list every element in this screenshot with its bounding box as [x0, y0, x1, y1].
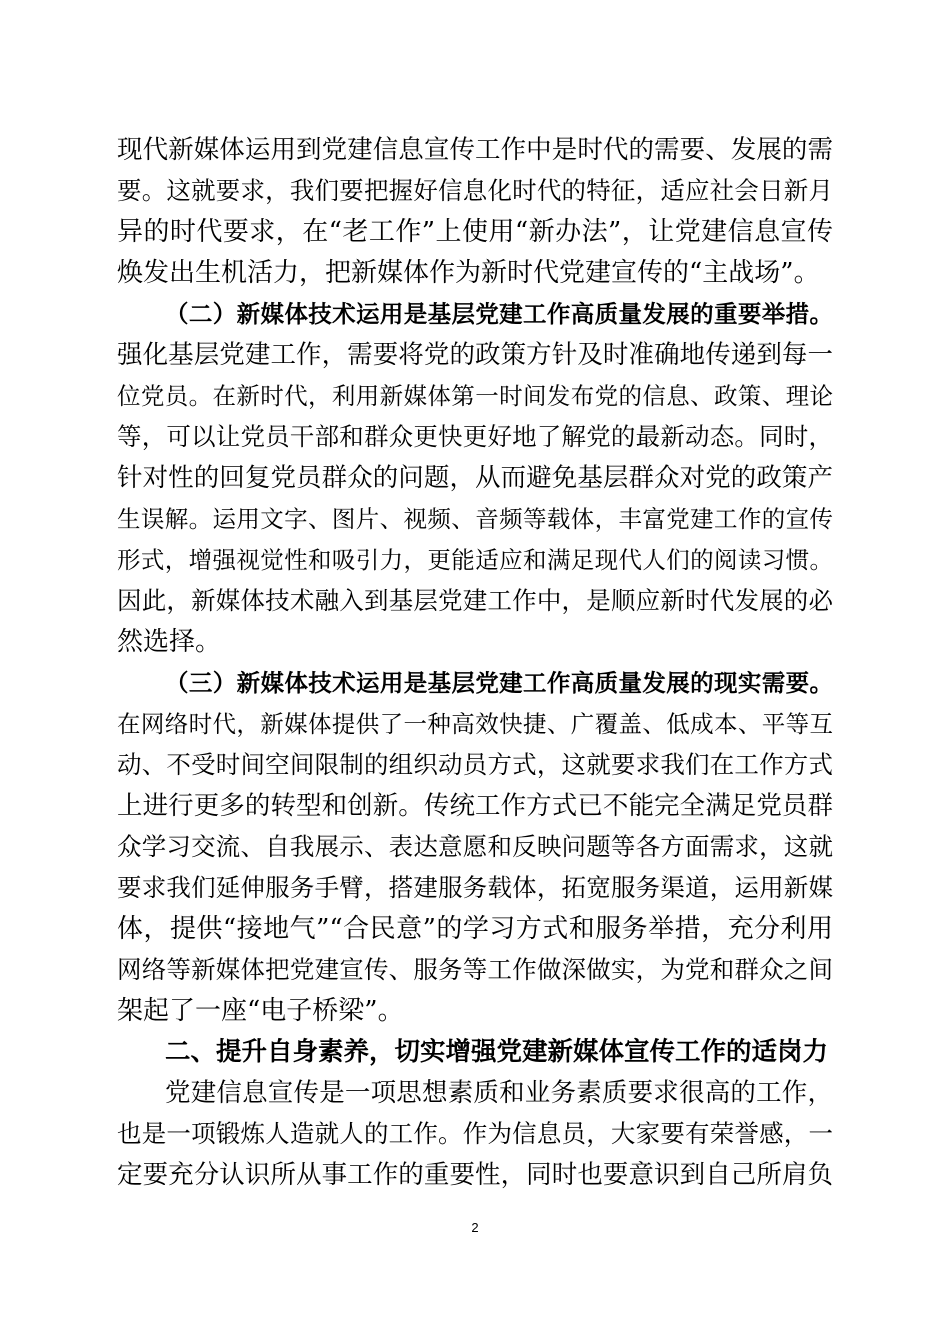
paragraph-line: 网络等新媒体把党建宣传、服务等工作做深做实，为党和群众之间: [117, 955, 833, 984]
paragraph-line: 众学习交流、自我展示、表达意愿和反映问题等各方面需求，这就: [117, 832, 833, 861]
paragraph-line: 焕发出生机活力，把新媒体作为新时代党建宣传的“主战场”。: [117, 258, 820, 288]
paragraph-line: 现代新媒体运用到党建信息宣传工作中是时代的需要、发展的需: [117, 135, 833, 165]
paragraph-line: 上进行更多的转型和创新。传统工作方式已不能完全满足党员群: [117, 791, 833, 821]
paragraph-line: 要。这就要求，我们要把握好信息化时代的特征，适应社会日新月: [117, 176, 833, 205]
paragraph-line: 然选择。: [117, 627, 222, 657]
paragraph-line: 党建信息宣传是一项思想素质和业务素质要求很高的工作，: [165, 1078, 833, 1108]
section-heading-3: （三）新媒体技术运用是基层党建工作高质量发展的现实需要。: [165, 669, 833, 697]
paragraph-line: 强化基层党建工作，需要将党的政策方针及时准确地传递到每一: [117, 340, 833, 370]
paragraph-line: 要求我们延伸服务手臂，搭建服务载体，拓宽服务渠道，运用新媒: [117, 873, 833, 902]
paragraph-line: 形式，增强视觉性和吸引力，更能适应和满足现代人们的阅读习惯。: [117, 546, 833, 574]
paragraph-line: 异的时代要求，在“老工作”上使用“新办法”，让党建信息宣传: [117, 217, 833, 247]
paragraph-line: 位党员。在新时代，利用新媒体第一时间发布党的信息、政策、理论: [117, 382, 833, 410]
paragraph-line: 架起了一座“电子桥梁”。: [117, 996, 404, 1026]
chapter-heading: 二、提升自身素养，切实增强党建新媒体宣传工作的适岗力: [165, 1037, 829, 1067]
section-heading-2: （二）新媒体技术运用是基层党建工作高质量发展的重要举措。: [165, 300, 833, 328]
paragraph-line: 针对性的回复党员群众的问题，从而避免基层群众对党的政策产: [117, 463, 833, 493]
paragraph-line: 动、不受时间空间限制的组织动员方式，这就要求我们在工作方式: [117, 750, 833, 779]
paragraph-line: 等，可以让党员干部和群众更快更好地了解党的最新动态。同时，: [117, 422, 833, 451]
paragraph-line: 定要充分认识所从事工作的重要性，同时也要意识到自己所肩负: [117, 1160, 833, 1190]
paragraph-line: 体，提供“接地气”“合民意”的学习方式和服务举措，充分利用: [117, 914, 833, 944]
paragraph-line: 生误解。运用文字、图片、视频、音频等载体，丰富党建工作的宣传: [117, 505, 833, 533]
paragraph-line: 因此，新媒体技术融入到基层党建工作中，是顺应新时代发展的必: [117, 586, 833, 615]
paragraph-line: 在网络时代，新媒体提供了一种高效快捷、广覆盖、低成本、平等互: [117, 710, 833, 738]
page-number: 2: [471, 1220, 479, 1235]
paragraph-line: 也是一项锻炼人造就人的工作。作为信息员，大家要有荣誉感，一: [117, 1119, 833, 1148]
